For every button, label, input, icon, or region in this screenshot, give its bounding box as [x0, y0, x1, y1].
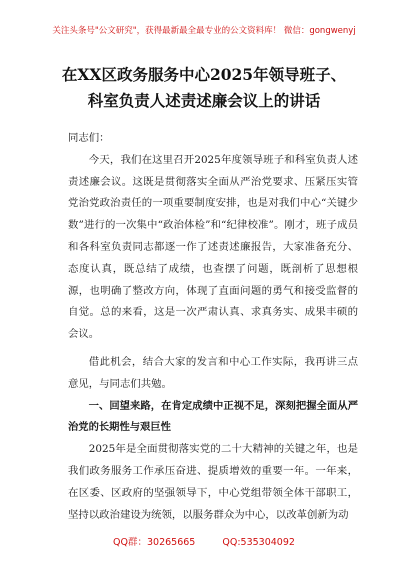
footer-qq: QQ:535304092: [222, 537, 295, 548]
title-line-2: 科室负责人述责述廉会议上的讲话: [87, 91, 321, 110]
document-title: [20, 62, 388, 114]
title-line-1: 在XX区政务服务中心2025年领导班子、: [61, 65, 347, 84]
paragraph-3: 2025年是全面贯彻落实党的二十大精神的关键之年，也是我们政务服务工作承压奋进、提质增效的重要一年。一年来，在区委、区政府的坚强领导下，中心党组带领全体干部职工，坚持以政治建设为统领，以服务群众为中心，以改革创新为动: [68, 443, 358, 521]
paragraph-2: 借此机会，结合大家的发言和中心工作实际，我再讲三点意见，与同志们共勉。: [68, 355, 358, 390]
salutation: 同志们：: [68, 132, 110, 144]
footer-contact: [0, 534, 408, 548]
section-heading-1: 一、回望来路，在肯定成绩中正视不足，深刻把握全面从严治党的长期性与艰巨性: [68, 399, 358, 434]
document-body: [68, 128, 358, 526]
paragraph-1: 今天，我们在这里召开2025年度领导班子和科室负责人述责述廉会议。这既是贯彻落实全面从严治党要求、压紧压实管党治党政治责任的一项重要制度安排，也是对我们中心“关键少数”进行的一次集中“政治体检”和“纪律校准”。刚才，班子成员和各科室负责同志都逐一作了述责述廉报告，大家准备充分、态度认真，既总结了成绩，也查摆了问题，既剖析了思想根源，也明确了整改方向，体现了直面问题的勇气和接受监督的自觉。总的来看，这是一次严肃认真、求真务实、成果丰硕的会议。: [68, 153, 358, 341]
header-banner: 关注头条号"公文研究"，获得最新最全最专业的公文资料库！ 微信：gongwenyj: [52, 26, 356, 36]
footer-qq-group: QQ群：30265665: [113, 537, 196, 548]
